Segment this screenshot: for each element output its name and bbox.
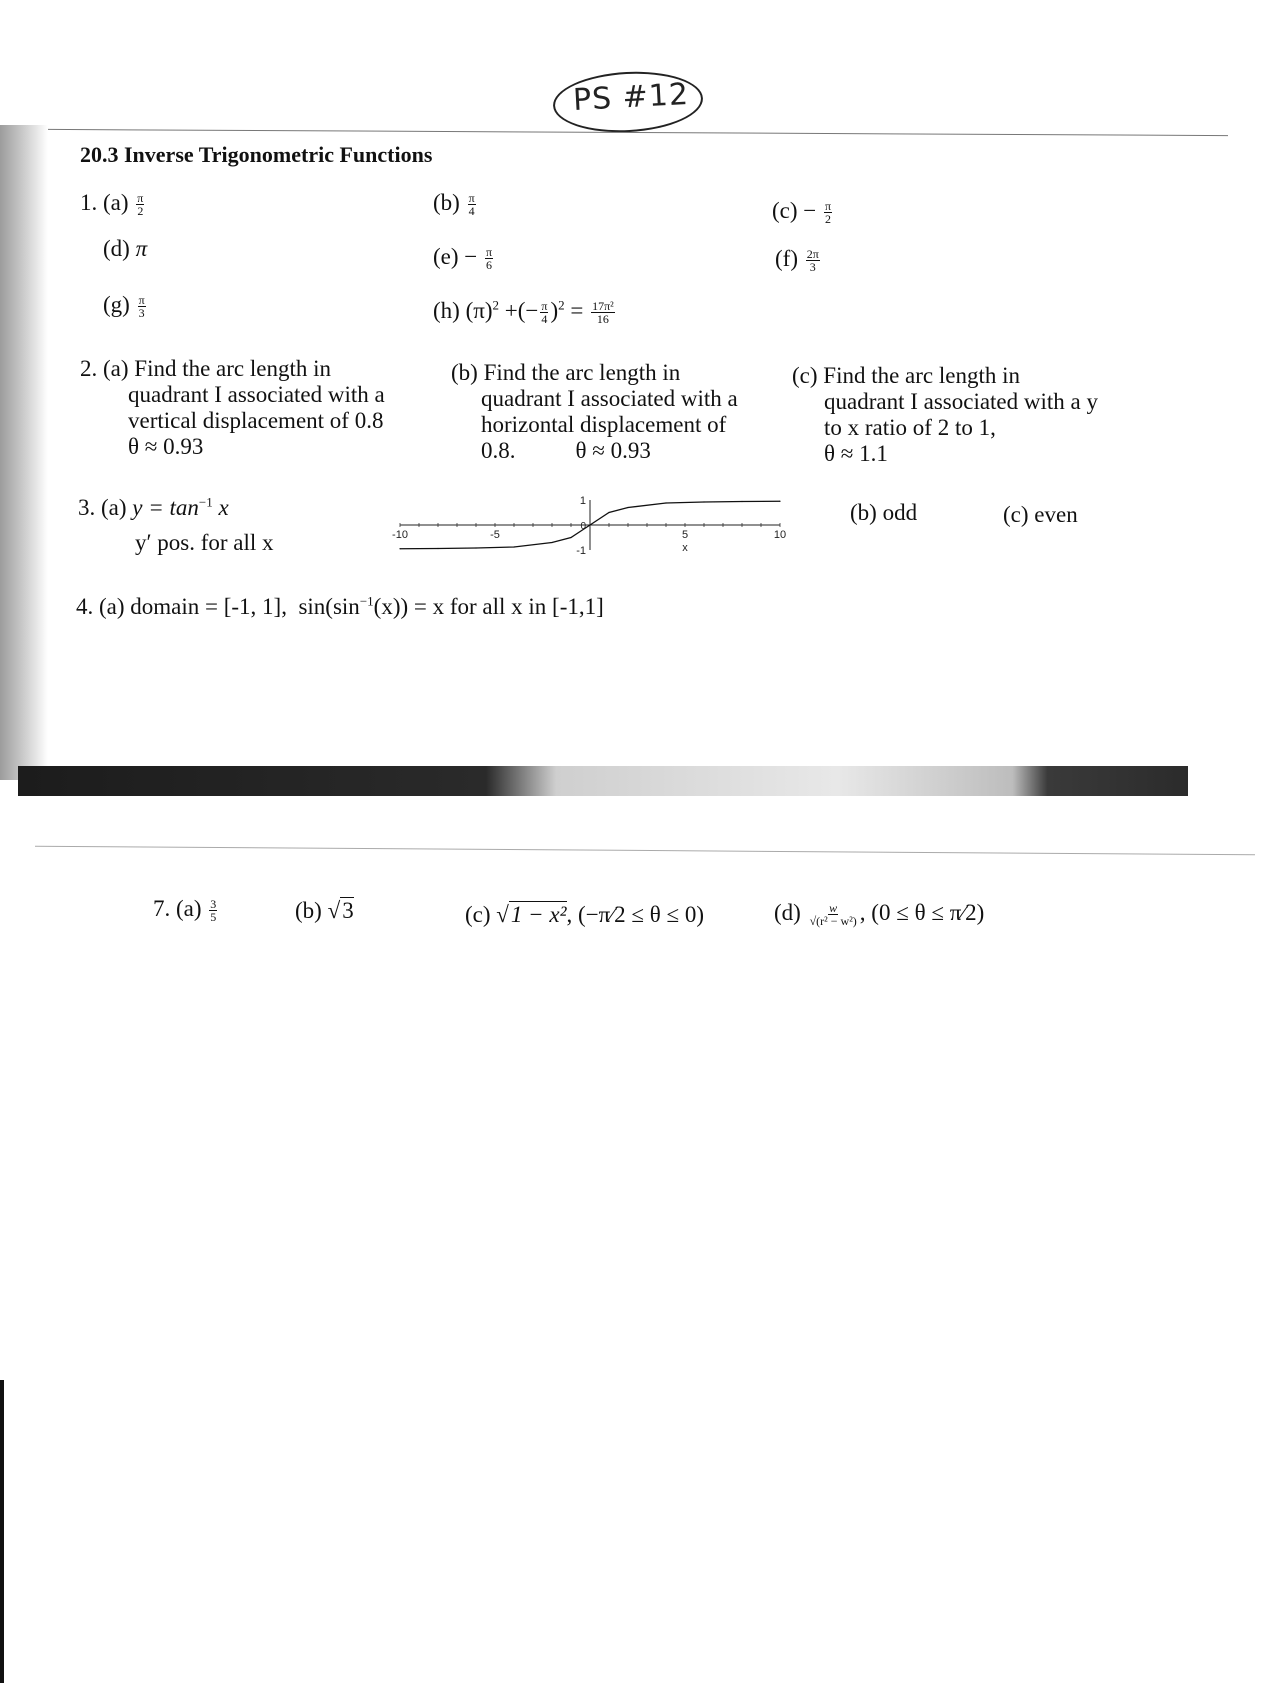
scan-fold-bar [18, 766, 1188, 796]
q2-number: 2. [80, 356, 98, 381]
data-point [513, 546, 514, 547]
q1-c-frac: $\frac{\pi}{2}$ [825, 199, 832, 227]
q3-a: 3. (a) $y = \tan^{-1} x$ [78, 494, 229, 520]
stamp-text: PS #12 [572, 76, 690, 119]
q1-a-frac: $\frac{\pi}{2}$ [137, 191, 144, 219]
data-point [627, 507, 628, 508]
q3-a-note: y′ pos. for all x [135, 530, 274, 555]
q1-e-label: (e) − [433, 244, 478, 269]
x-tick-label: -10 [392, 529, 408, 541]
q7-d: (d) $\frac{w}{\text{√(r² − w²)}}$ , (0 ≤ θ ≤ π⁄2) [774, 900, 985, 929]
q7-a: 7. (a) $\frac{3}{5}$ [153, 896, 217, 925]
q1-c-label: (c) − [772, 198, 817, 223]
q1-f [775, 246, 822, 273]
q2-c: (c) Find the arc length in quadrant I associated with a y to x ratio of 2 to 1, θ ≈ 1.1 [792, 363, 1098, 466]
origin-label: 0 [580, 521, 586, 532]
data-point [399, 548, 400, 549]
q2-a: 2. (a) Find the arc length in quadrant I associated with a vertical displacement of 0.8 θ ≈ 0.93 [80, 356, 385, 459]
q3-c: (c) even [1003, 502, 1078, 527]
q1-h: (h) $(\pi)^2$ +(− $\frac{\pi}{4}$ )$^2$ = $\frac{\text{17π²}}{16}$ [433, 297, 614, 327]
q1-g [103, 292, 148, 319]
q1-d [103, 236, 147, 262]
data-point [741, 501, 742, 502]
data-point [551, 542, 552, 543]
q1-e [433, 244, 495, 271]
q1-b-label: (b) [433, 190, 460, 215]
data-point [570, 537, 571, 538]
q1-f-label: (f) [775, 246, 798, 271]
data-point [665, 502, 666, 503]
scan-shadow [0, 125, 48, 780]
q2-b-answer: θ ≈ 0.93 [575, 438, 651, 463]
q2-b: (b) Find the arc length in quadrant I associated with a horizontal displacement of 0.8. θ ≈ 0.93 [451, 360, 738, 463]
data-point [703, 501, 704, 502]
q7-b: (b) √3 [295, 898, 354, 923]
arctan-plot [380, 490, 800, 570]
q1-c [772, 198, 834, 225]
section-title: 20.3 Inverse Trigonometric Functions [80, 142, 433, 167]
q1-number: 1. [80, 190, 98, 215]
data-point [779, 501, 780, 502]
x-axis-label: x [682, 542, 688, 554]
q2-a-answer: θ ≈ 0.93 [128, 434, 204, 459]
q3-chart [380, 490, 800, 570]
q1-f-frac: $\frac{2\pi}{3}$ [806, 247, 819, 275]
data-point [437, 548, 438, 549]
q1-d-label: (d) [103, 236, 130, 261]
y-tick-label: 1 [579, 495, 586, 507]
data-point [589, 524, 590, 525]
q1-d-value: π [135, 236, 148, 261]
q1-e-frac: $\frac{\pi}{6}$ [486, 245, 493, 273]
q1-g-frac: $\frac{\pi}{3}$ [138, 293, 145, 321]
data-point [608, 512, 609, 513]
data-point [475, 547, 476, 548]
q1-g-label: (g) [103, 292, 130, 317]
q3-number: 3. [78, 495, 96, 520]
q1-b-frac: $\frac{\pi}{4}$ [468, 191, 475, 219]
q1-h-label: (h) [433, 298, 460, 323]
x-tick-label: 5 [681, 529, 689, 541]
q3-b: (b) odd [850, 500, 918, 525]
scan-edge [0, 1380, 4, 1683]
x-tick-label: 10 [773, 529, 787, 541]
y-tick-label: -1 [576, 545, 586, 557]
slip-rule [35, 846, 1255, 856]
x-tick-label: -5 [490, 529, 500, 541]
q1-h-result: $\frac{\text{17π²}}{16}$ [592, 299, 614, 327]
q4: 4. (a) domain = [-1, 1], $\sin(\sin^{-1}(x)) = x$ for all x in [-1,1] [76, 593, 604, 619]
q1-b [433, 190, 478, 217]
q1-a-label: (a) [103, 190, 129, 215]
q7-c: (c) √1 − x², (−π⁄2 ≤ θ ≤ 0) [465, 902, 705, 927]
q2-c-answer: θ ≈ 1.1 [824, 441, 888, 466]
q1-a [80, 190, 146, 217]
